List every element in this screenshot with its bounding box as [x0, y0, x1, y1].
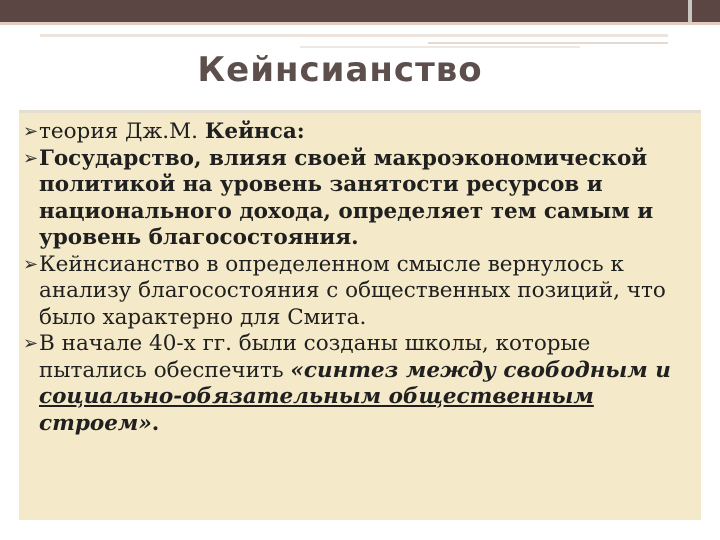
bullet-item [23, 119, 691, 146]
arrow-bullet-icon: ➢ [23, 147, 39, 169]
header-band [0, 0, 720, 22]
bullet-text: теория Дж.М. [39, 119, 205, 144]
bullet-bold-text: Кейнса: [204, 119, 305, 144]
slide-title: Кейнсианство [197, 50, 483, 90]
bullet-item [23, 146, 691, 252]
decorative-line [300, 46, 580, 48]
decorative-line [40, 34, 668, 37]
bullet-text: В начале 40-х гг. были созданы школы, которые пытались обеспечить [39, 331, 591, 383]
bullet-list [19, 113, 701, 437]
bullet-underlined-emphasis: социально-обязательным общественным [39, 384, 594, 409]
arrow-bullet-icon: ➢ [23, 333, 39, 354]
bullet-item [23, 331, 691, 437]
arrow-bullet-icon: ➢ [23, 121, 39, 142]
bullet-emphasis-text: строем» [39, 410, 152, 436]
bullet-text: Кейнсианство в определенном смысле вернулось к анализу благосостояния с общественных позиций, что было характерно для Смита. [39, 251, 666, 330]
content-box [19, 113, 701, 520]
header-rule [0, 22, 720, 25]
bullet-period: . [151, 410, 160, 436]
bullet-bold-text: Государство, влияя своей макроэкономической политикой на уровень занятости ресурсов и национального дохода, определяет тем самым и уровень благосостояния. [39, 145, 654, 250]
bullet-item [23, 252, 691, 332]
header-band-accent [688, 0, 692, 22]
decorative-line [428, 42, 668, 44]
bullet-emphasis-text: «синтез между свободным и [290, 357, 671, 383]
arrow-bullet-icon: ➢ [23, 253, 39, 275]
